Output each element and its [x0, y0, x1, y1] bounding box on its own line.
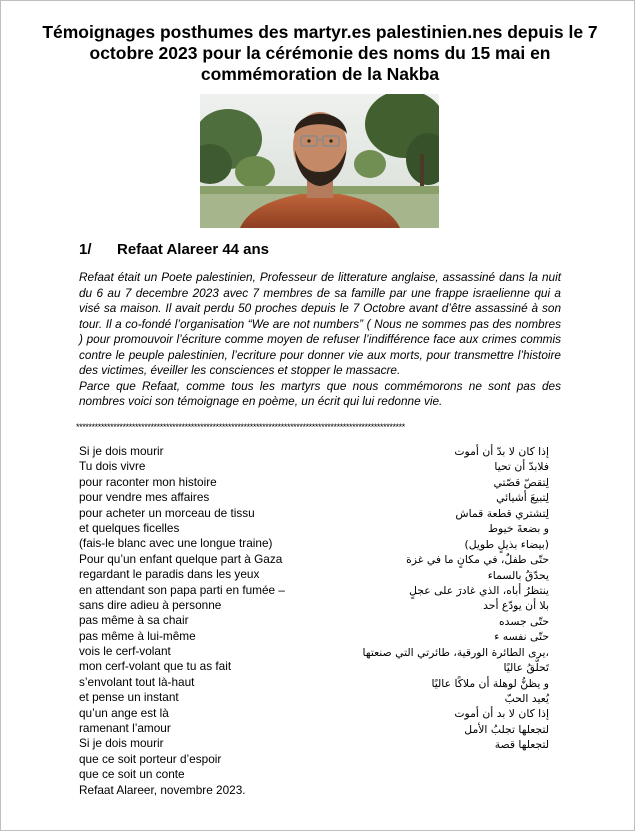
intro-paragraphs	[79, 270, 561, 410]
poem-line-ar: لتجعلها تجلبُ الأمل	[464, 722, 549, 736]
intro-paragraph: Parce que Refaat, comme tous les martyrs que nous commémorons ne sont pas des nombres voici son témoignage en poème, un écrit qui lui redonne vie.	[79, 378, 561, 408]
poem-line-fr: Si je dois mourir	[79, 736, 164, 751]
poem-line-ar: ينتظرُ أباه، الذي غادرَ على عجلٍ	[409, 583, 549, 597]
poem-line-ar: لتجعلها قصة	[494, 738, 549, 752]
section-name: Refaat Alareer 44 ans	[117, 241, 270, 258]
poem-line-fr: Pour qu’un enfant quelque part à Gaza	[79, 551, 283, 566]
poem-line-fr: que ce soit porteur d’espoir	[79, 751, 222, 766]
poem-line-ar: و بضعةَ خيوط	[488, 522, 549, 536]
section-heading	[79, 241, 269, 259]
poem-line-fr: vois le cerf-volant	[79, 644, 171, 659]
poem-line-ar: (بيضاء بذيلٍ طويل)	[464, 537, 549, 551]
poem-line-ar: تَحلّقُ عاليًا	[503, 661, 549, 675]
poem-line-fr: regardant le paradis dans les yeux	[79, 567, 260, 582]
poem-line-ar: لِتشتري قطعة قماش	[455, 506, 549, 520]
poem-line-fr: pour acheter un morceau de tissu	[79, 505, 255, 520]
poem-line-fr: sans dire adieu à personne	[79, 597, 222, 612]
poem-line-ar: يُعيد الحبّ	[504, 692, 549, 705]
poem-line-ar: فلابدّ أن تحيا	[494, 460, 549, 474]
poem-line-ar: حتّى نفسه ء	[494, 630, 549, 644]
poem-line-fr: qu’un ange est là	[79, 705, 169, 720]
poem-line-fr: et quelques ficelles	[79, 520, 180, 535]
poem-line-fr: pour raconter mon histoire	[79, 474, 217, 489]
poem-line-fr: Si je dois mourir	[79, 444, 164, 458]
poem-line-fr: et pense un instant	[79, 690, 179, 705]
poem-line-ar: إذا كان لا بدّ أن أموت	[454, 445, 549, 458]
poem-line-fr: pas même à lui-même	[79, 628, 196, 643]
portrait-photo	[200, 94, 439, 228]
poem-line-fr: pas même à sa chair	[79, 613, 189, 628]
star-separator: **********************************************************************************************************	[76, 422, 405, 432]
poem-arabic	[269, 444, 549, 753]
poem-line-ar: و يظنُّ لوهلة أن ملاكًا عاليًا	[431, 676, 549, 690]
document-title: Témoignages posthumes des martyr.es palestinien.nes depuis le 7 octobre 2023 pour la cérémonie des noms du 15 mai en commémoration de la Nakba	[42, 22, 598, 84]
poem-line-ar: لِتبيعَ أشيائي	[496, 491, 549, 505]
poem-line-ar: إذا كان لا بد أن أموت	[454, 707, 549, 721]
poem-line-fr: pour vendre mes affaires	[79, 490, 210, 505]
poem-line-fr: que ce soit un conte	[79, 767, 185, 782]
poem-line-fr: Tu dois vivre	[79, 459, 146, 474]
poem-line-fr: mon cerf-volant que tu as fait	[79, 659, 232, 674]
poem-line-fr: (fais-le blanc avec une longue traine)	[79, 536, 273, 551]
poem-line-ar: حتّى جسده	[499, 614, 549, 628]
poem-line-ar: حتّى طفلٌ، في مكانٍ ما في غزة	[406, 553, 549, 567]
poem-line-ar: بلا أن يودّع أحد	[483, 599, 549, 613]
intro-paragraph: Refaat était un Poete palestinien, Professeur de litterature anglaise, assassiné dans la nuit du 6 au 7 decembre 2023 avec 7 membres de sa famille par une frappe israelienne qui a visé sa maison. Il avait perdu 50 proches depuis le 7 Octobre avant d’être assassiné à son tour. Il a co-fondé l’organisation “We are not numbers” ( Nous ne sommes pas des nombres ) pour promouvoir l’écriture comme moyen de refuser l’indifférence face aux crimes commis contre le peuple palestinien, l’ecriture pour donner vie aux morts, pour transmettre l’histoire des victimes, éveiller les consciences et stopper le massacre.	[79, 270, 561, 377]
poem-line-fr: en attendant son papa parti en fumée –	[79, 582, 285, 597]
section-number: 1/	[79, 241, 92, 258]
poem-line-fr: Refaat Alareer, novembre 2023.	[79, 782, 246, 797]
poem-line-ar: لِتقصّ قصّتي	[493, 475, 549, 489]
poem-line-fr: s’envolant tout là-haut	[79, 674, 195, 689]
poem-line-fr: ramenant l’amour	[79, 721, 171, 736]
poem-line-ar: ،يرى الطائرة الورقية، طائرتي التي صنعتها	[362, 645, 549, 659]
poem-line-ar: يحدّقُ بالسماء	[487, 568, 549, 582]
